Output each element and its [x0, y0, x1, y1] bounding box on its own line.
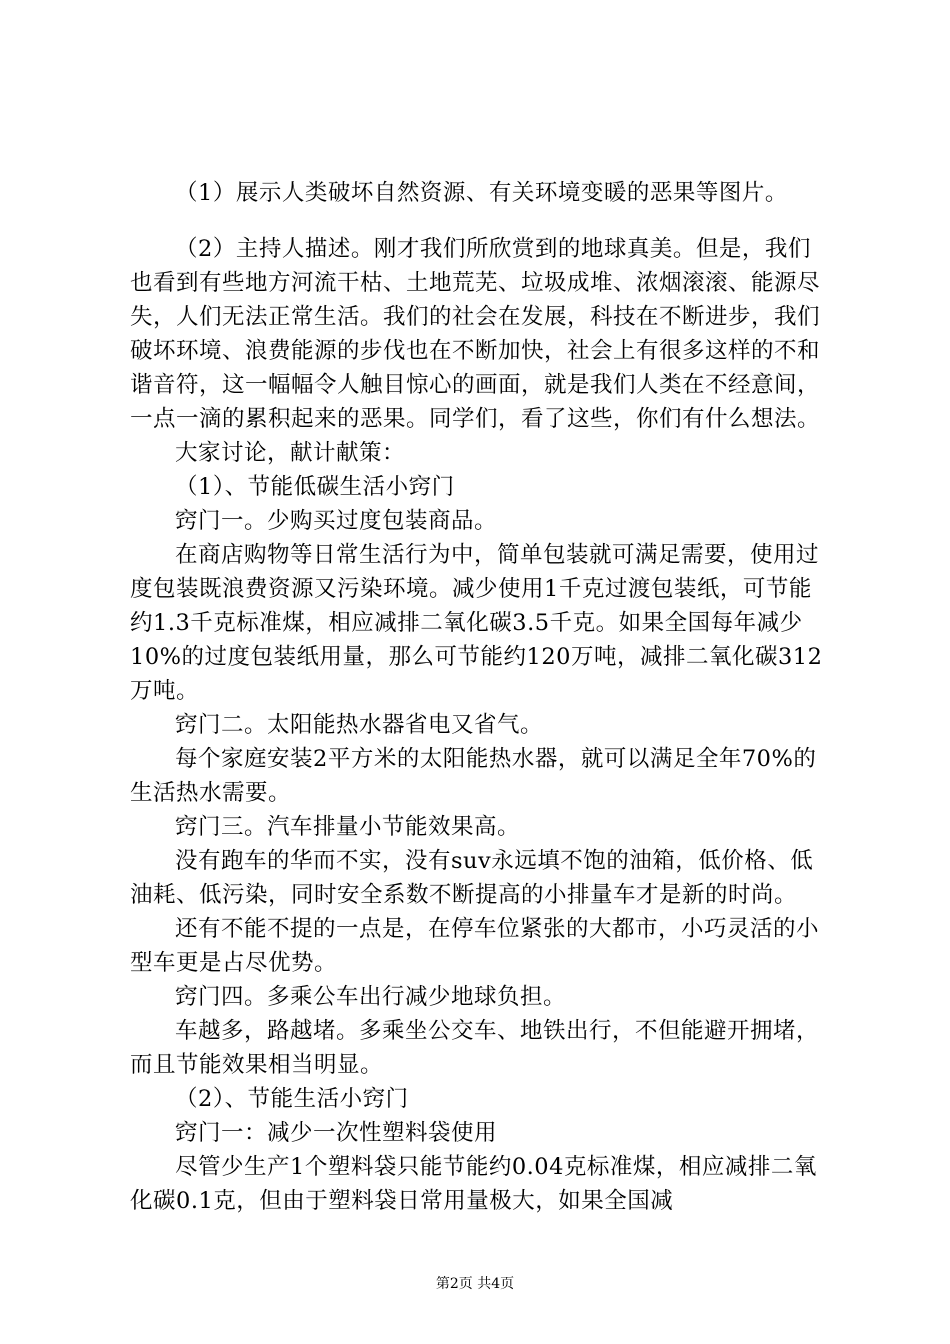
- paragraph-1: （1）展示人类破坏自然资源、有关环境变暖的恶果等图片。: [175, 180, 788, 206]
- page-footer: 第2页 共4页: [435, 1276, 515, 1292]
- tip-heading-3: 窍门三。汽车排量小节能效果高。: [175, 814, 521, 840]
- tip-body-5: 尽管少生产1个塑料袋只能节能约0.04克标准煤，相应减排二氧化碳0.1克，但由于塑料袋日常用量极大，如果全国减: [130, 1154, 817, 1214]
- tip-heading-5: 窍门一：减少一次性塑料袋使用: [175, 1120, 498, 1146]
- body-text: [130, 232, 830, 1218]
- intro-text: [130, 176, 830, 210]
- section-heading-2: （2）、节能生活小窍门: [175, 1086, 409, 1112]
- tip-heading-4: 窍门四。多乘公车出行减少地球负担。: [175, 984, 567, 1010]
- tip-body-3b: 还有不能不提的一点是，在停车位紧张的大都市，小巧灵活的小型车更是占尽优势。: [130, 916, 820, 976]
- tip-body-2: 每个家庭安装2平方米的太阳能热水器，就可以满足全年70%的生活热水需要。: [130, 746, 817, 806]
- paragraph-3: 大家讨论，献计献策：: [175, 440, 406, 466]
- tip-body-4: 车越多，路越堵。多乘坐公交车、地铁出行，不但能避开拥堵，而且节能效果相当明显。: [130, 1018, 820, 1078]
- paragraph-2: （2）主持人描述。刚才我们所欣赏到的地球真美。但是，我们也看到有些地方河流干枯、土地荒芜、垃圾成堆、浓烟滚滚、能源尽失，人们无法正常生活。我们的社会在发展，科技在不断进步，我们破坏环境、浪费能源的步伐也在不断加快，社会上有很多这样的不和谐音符，这一幅幅令人触目惊心的画面，就是我们人类在不经意间，一点一滴的累积起来的恶果。同学们，看了这些，你们有什么想法。: [130, 236, 821, 432]
- tip-body-1: 在商店购物等日常生活行为中，简单包装就可满足需要，使用过度包装既浪费资源又污染环境。减少使用1千克过渡包装纸，可节能约1.3千克标准煤，相应减排二氧化碳3.5千克。如果全国每年减少10%的过度包装纸用量，那么可节能约120万吨，减排二氧化碳312万吨。: [130, 542, 823, 704]
- tip-heading-1: 窍门一。少购买过度包装商品。: [175, 508, 498, 534]
- tip-heading-2: 窍门二。太阳能热水器省电又省气。: [175, 712, 544, 738]
- tip-body-3: 没有跑车的华而不实，没有suv永远填不饱的油箱，低价格、低油耗、低污染，同时安全系数不断提高的小排量车才是新的时尚。: [130, 848, 814, 908]
- section-heading-1: （1）、节能低碳生活小窍门: [175, 474, 455, 500]
